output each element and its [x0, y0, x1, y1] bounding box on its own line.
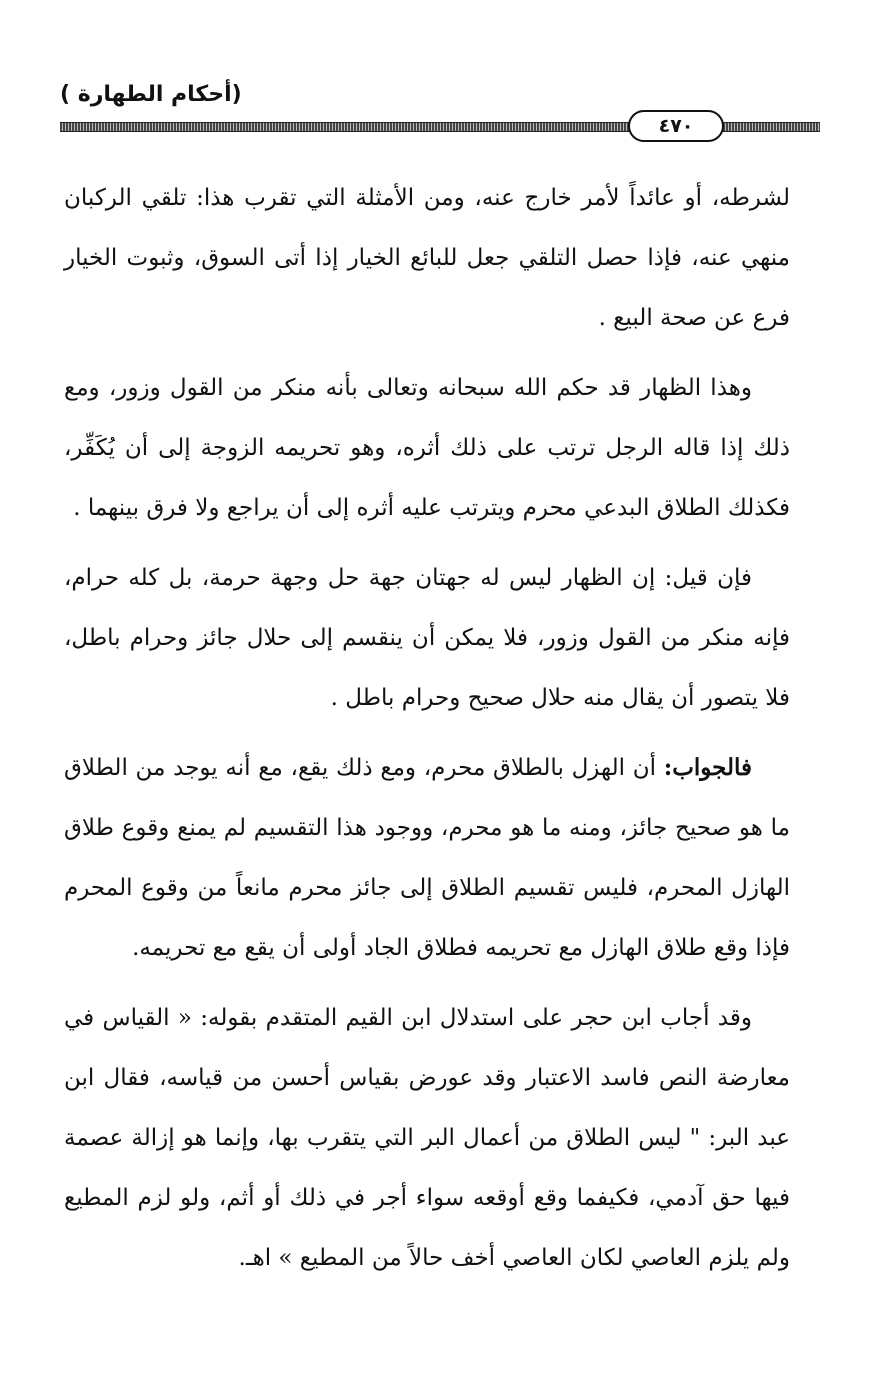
paragraph-3: فإن قيل: إن الظهار ليس له جهتان جهة حل وجهة حرمة، بل كله حرام، فإنه منكر من القول وزور، فلا يمكن أن ينقسم إلى حلال جائز وحرام باطل، فلا يتصور أن يقال منه حلال صحيح وحرام باطل .: [64, 565, 790, 711]
page-header: [60, 78, 820, 148]
page-number: ٤٧٠: [628, 110, 724, 142]
paragraph-1: لشرطه، أو عائداً لأمر خارج عنه، ومن الأمثلة التي تقرب هذا: تلقي الركبان منهي عنه، فإذا حصل التلقي جعل للبائع الخيار إذا أتى السوق، وثبوت الخيار فرع عن صحة البيع .: [64, 185, 790, 331]
paragraph-4-text: أن الهزل بالطلاق محرم، ومع ذلك يقع، مع أنه يوجد من الطلاق ما هو صحيح جائز، ومنه ما هو محرم، ووجود هذا التقسيم لم يمنع وقوع طلاق الهازل المحرم، فليس تقسيم الطلاق إلى جائز محرم مانعاً من وقوع المحرم فإذا وقع طلاق الهازل مع تحريمه فطلاق الجاد أولى أن يقع مع تحريمه.: [64, 755, 790, 961]
running-title: (أحكام الطهارة ): [60, 82, 242, 107]
paragraph-4: [64, 738, 790, 978]
answer-lead: فالجواب:: [663, 754, 752, 781]
paragraph-5: وقد أجاب ابن حجر على استدلال ابن القيم المتقدم بقوله: « القياس في معارضة النص فاسد الاعتبار وقد عورض بقياس أحسن من قياسه، فقال ابن عبد البر: " ليس الطلاق من أعمال البر التي يتقرب بها، وإنما هو إزالة عصمة فيها حق آدمي، فكيفما وقع أوقعه سواء أجر في ذلك أو أثم، ولو لزم المطيع ولم يلزم العاصي لكان العاصي أخف حالاً من المطيع » اهـ.: [64, 1005, 790, 1271]
paragraph-2: وهذا الظهار قد حكم الله سبحانه وتعالى بأنه منكر من القول وزور، ومع ذلك إذا قاله الرجل ترتب على ذلك أثره، وهو تحريمه الزوجة إلى أن يُكَفِّر، فكذلك الطلاق البدعي محرم ويترتب عليه أثره إلى أن يراجع ولا فرق بينهما .: [64, 375, 790, 521]
body-text: [64, 168, 790, 1288]
